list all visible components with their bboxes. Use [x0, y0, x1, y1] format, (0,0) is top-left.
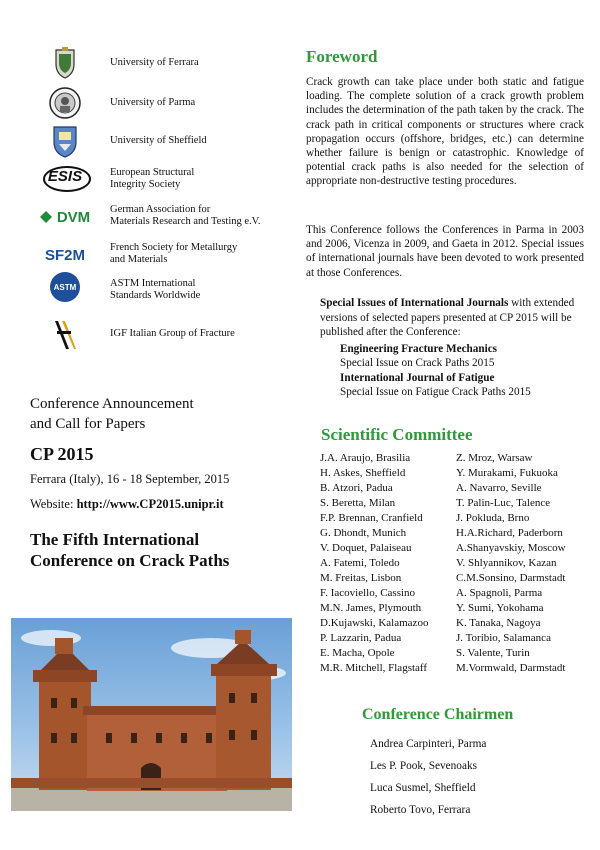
committee-member: T. Palin-Luc, Talence	[456, 497, 551, 509]
committee-member: M.N. James, Plymouth	[320, 602, 422, 614]
committee-member: M.R. Mitchell, Flagstaff	[320, 662, 428, 674]
chairman-name: Andrea Carpinteri, Parma	[370, 738, 487, 750]
committee-member: Y. Murakami, Fukuoka	[456, 467, 558, 479]
logo-row-sf2m	[30, 238, 290, 272]
logo-row-igf	[30, 318, 290, 352]
ferrara-crest-icon	[30, 46, 100, 80]
cp-title: CP 2015	[30, 444, 94, 464]
committee-heading: Scientific Committee	[321, 425, 473, 444]
logo-row-esis	[30, 163, 290, 197]
committee-member: F.P. Brennan, Cranfield	[320, 512, 423, 524]
committee-left-column	[320, 451, 428, 676]
chairman-name: Les P. Pook, Sevenoaks	[370, 760, 478, 772]
esis-logo-icon: ESIS	[30, 163, 100, 197]
logo-row-ferrara	[30, 46, 290, 80]
special-issues: Special Issues of International Journals with extended versions of selected papers presented at CP 2015 will be published after the Conference: Engineering Fracture Mechanics Special Issue on Crack Paths 2015 International Journal of Fatigue Special Issue on Fatigue Crack Paths 2015	[320, 296, 582, 400]
committee-member: M.Vormwald, Darmstadt	[456, 662, 566, 674]
conference-place-date: Ferrara (Italy), 16 - 18 September, 2015	[30, 472, 230, 486]
chairmen-heading: Conference Chairmen	[362, 706, 514, 723]
foreword-paragraph: This Conference follows the Conferences in Parma in 2003 and 2006, Vicenza in 2009, and Gaeta in 2012. Special issues of international journals have been devoted to work presented at those Conferences.	[306, 224, 584, 279]
announcement-line: Conference Announcement	[30, 396, 194, 412]
committee-right-column	[456, 451, 566, 676]
parma-seal-icon	[30, 86, 100, 120]
committee-member: A.Shanyavskiy, Moscow	[456, 542, 566, 554]
logo-label: German Association for Materials Research and Testing e.V.	[110, 204, 261, 227]
logo-row-dvm	[30, 200, 290, 234]
committee-member: V. Shlyannikov, Kazan	[456, 557, 557, 569]
committee-member: M. Freitas, Lisbon	[320, 572, 402, 584]
logo-row-sheffield	[30, 124, 290, 158]
announcement-line: and Call for Papers	[30, 416, 146, 432]
journal-issue: Special Issue on Fatigue Crack Paths 2015	[340, 386, 531, 398]
announcement-heading	[30, 394, 194, 434]
logo-label: University of Ferrara	[110, 57, 199, 68]
committee-member: K. Tanaka, Nagoya	[456, 617, 541, 629]
committee-member: C.M.Sonsino, Darmstadt	[456, 572, 566, 584]
chairmen-list	[370, 733, 486, 821]
committee-member: A. Navarro, Seville	[456, 482, 542, 494]
committee-member: Z. Mroz, Warsaw	[456, 452, 533, 464]
logo-row-parma	[30, 86, 290, 120]
foreword-heading: Foreword	[306, 47, 378, 66]
logo-label: University of Parma	[110, 97, 196, 108]
website-link[interactable]: http://www.CP2015.unipr.it	[76, 497, 224, 511]
committee-member: J. Toribio, Salamanca	[456, 632, 551, 644]
committee-member: F. Iacoviello, Cassino	[320, 587, 416, 599]
committee-member: E. Macha, Opole	[320, 647, 395, 659]
castle-photo-icon	[11, 618, 292, 811]
committee-member: S. Valente, Turin	[456, 647, 530, 659]
logo-label: European Structural Integrity Society	[110, 167, 195, 190]
foreword-paragraph: Crack growth can take place under both static and fatigue loading. The complete solution of a crack growth problem includes the determination of the path taken by the crack. The crack path in critical components or structures where crack propagation occurs (offshore, bridges, etc.) can determine whether failure is benign or catastrophic. Knowledge of potential crack paths is also needed for the selection of appropriate non-destructive testing procedures.	[306, 76, 584, 188]
committee-member: Y. Sumi, Yokohama	[456, 602, 544, 614]
committee-member: B. Atzori, Padua	[320, 482, 393, 494]
committee-member: D.Kujawski, Kalamazoo	[320, 617, 429, 629]
website-line: Website: http://www.CP2015.unipr.it	[30, 497, 224, 511]
astm-logo-icon: ASTM	[30, 270, 100, 304]
sheffield-crest-icon	[30, 124, 100, 158]
logo-label: ASTM International Standards Worldwide	[110, 278, 201, 301]
committee-member: A. Spagnoli, Parma	[456, 587, 543, 599]
logo-label: University of Sheffield	[110, 135, 207, 146]
sf2m-logo-icon: SF2M	[44, 246, 85, 264]
committee-member: J. Pokluda, Brno	[456, 512, 530, 524]
committee-member: P. Lazzarin, Padua	[320, 632, 402, 644]
journal-issue: Special Issue on Crack Paths 2015	[340, 357, 495, 369]
logo-label: French Society for Metallurgy and Materials	[110, 242, 238, 265]
committee-member: J.A. Araujo, Brasilia	[320, 452, 411, 464]
logo-row-astm	[30, 270, 290, 304]
committee-member: H.A.Richard, Paderborn	[456, 527, 563, 539]
committee-member: H. Askes, Sheffield	[320, 467, 406, 479]
committee-member: V. Doquet, Palaiseau	[320, 542, 412, 554]
committee-member: S. Beretta, Milan	[320, 497, 396, 509]
committee-member: G. Dhondt, Munich	[320, 527, 407, 539]
dvm-logo-icon: DVM	[30, 200, 100, 234]
chairman-name: Roberto Tovo, Ferrara	[370, 804, 471, 816]
journal-name: Engineering Fracture Mechanics	[340, 342, 498, 355]
chairman-name: Luca Susmel, Sheffield	[370, 782, 476, 794]
igf-logo-icon	[30, 318, 100, 352]
committee-member: A. Fatemi, Toledo	[320, 557, 400, 569]
conference-title: The Fifth International Conference on Crack Paths	[30, 530, 230, 570]
journal-name: International Journal of Fatigue	[340, 371, 495, 384]
logo-label: IGF Italian Group of Fracture	[110, 328, 235, 339]
